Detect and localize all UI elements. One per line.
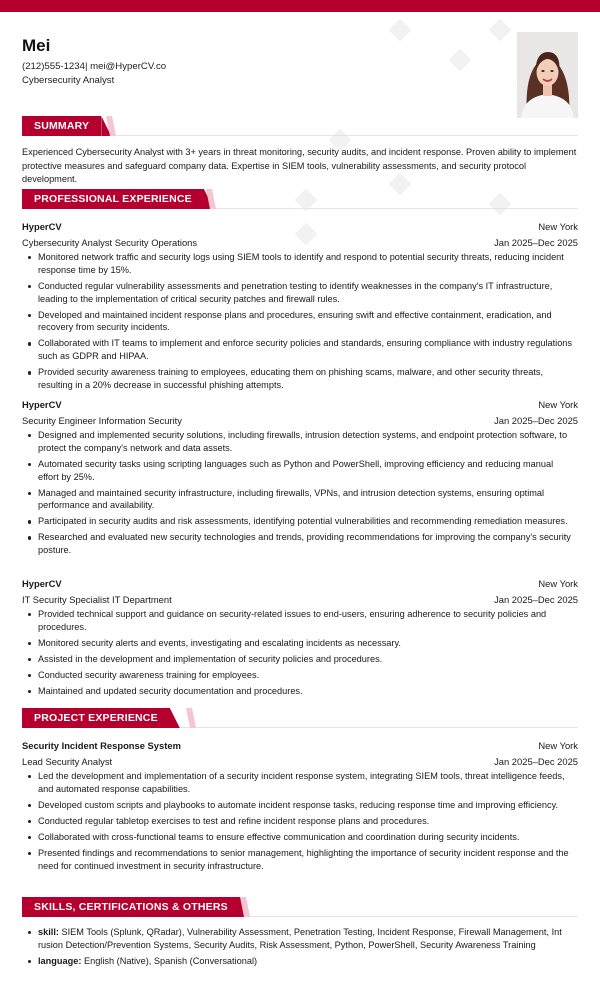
section-title: PROJECT EXPERIENCE (22, 708, 170, 728)
bullet-item: Collaborated with cross-functional teams to ensure effective communication and coordination during security incidents. (22, 831, 578, 844)
bullet-item: Conducted regular tabletop exercises to test and refine incident response plans and procedures. (22, 815, 578, 828)
language-item (22, 955, 578, 968)
profile-photo (517, 32, 578, 118)
summary-text: Experienced Cybersecurity Analyst with 3+ years in threat monitoring, security audits, and incident response. Proven ability to implement protective measures and safeguard company data. Expertise in SIEM tools, vulnerability assessments, and security protocol development. (22, 147, 577, 184)
avatar-portrait (517, 32, 578, 118)
bullet-item: Presented findings and recommendations to senior management, highlighting the importance of security incident response and the need for continued investment in security infrastructure. (22, 847, 578, 873)
skill-item (22, 926, 578, 952)
resume-header (22, 36, 166, 87)
bullet-item: Developed and maintained incident response plans and procedures, ensuring swift and effective containment, eradication, and recovery from security incidents. (22, 309, 578, 335)
bullet-item: Assisted in the development and implementation of security policies and procedures. (22, 653, 578, 666)
bullet-item: Designed and implemented security solutions, including firewalls, intrusion detection systems, and endpoint protection software, to protect the company's network and data assets. (22, 429, 578, 455)
bullet-item: Researched and evaluated new security technologies and trends, providing recommendations for improving the company's security posture. (22, 531, 578, 557)
project-location: New York (538, 740, 578, 751)
skills-list (22, 926, 578, 971)
bullet-item: Provided security awareness training to employees, educating them on phishing scams, malware, and other security threats, resulting in a 20% decrease in successful phishing attempts. (22, 366, 578, 392)
job-role: Cybersecurity Analyst Security Operations (22, 237, 198, 248)
candidate-name: Mei (22, 36, 51, 55)
company-name: HyperCV (22, 399, 62, 410)
bullet-item: Monitored network traffic and security logs using SIEM tools to identify and respond to potential security threats, reducing incident response time by 15%. (22, 251, 578, 277)
section-projects-header (22, 708, 578, 728)
bullet-list (22, 251, 578, 392)
section-title: PROFESSIONAL EXPERIENCE (22, 189, 204, 209)
decorative-diamond (449, 49, 472, 72)
bullet-item: Led the development and implementation of a security incident response system, integrating SIEM tools, threat intelligence feeds, and automated response capabilities. (22, 770, 578, 796)
language-text: English (Native), Spanish (Conversational) (83, 955, 258, 966)
bullet-item: Conducted regular vulnerability assessments and penetration testing to identify weaknesses in the company's IT infrastructure, leading to the implementation of critical security patches and firewall rules. (22, 280, 578, 306)
job-location: New York (538, 221, 578, 232)
job-location: New York (538, 578, 578, 589)
decorative-diamond (389, 19, 412, 42)
project-role: Lead Security Analyst (22, 756, 113, 767)
bullet-item: Participated in security audits and risk assessments, identifying potential vulnerabilities and recommending remediation measures. (22, 515, 578, 528)
job-dates: Jan 2025–Dec 2025 (494, 237, 578, 248)
company-name: HyperCV (22, 578, 62, 589)
job-role: Security Engineer Information Security (22, 415, 182, 426)
project-name: Security Incident Response System (22, 740, 181, 751)
bullet-list (22, 429, 578, 557)
bullet-item: Provided technical support and guidance on security-related issues to end-users, ensuring adherence to security policies and procedures. (22, 608, 578, 634)
experience-entry (22, 219, 578, 395)
bullet-item: Collaborated with IT teams to implement and enforce security policies and standards, ensuring compliance with industry regulations such as GDPR and HIPAA. (22, 337, 578, 363)
decorative-diamond (489, 19, 512, 42)
language-label: language: (38, 955, 82, 966)
top-accent-bar (0, 0, 600, 12)
section-title: SUMMARY (22, 116, 101, 136)
experience-entry (22, 576, 578, 701)
headline: Cybersecurity Analyst (22, 74, 115, 86)
bullet-item: Monitored security alerts and events, investigating and escalating incidents as necessary. (22, 637, 578, 650)
skill-label: skill: (38, 927, 59, 937)
job-dates: Jan 2025–Dec 2025 (494, 415, 578, 426)
section-title: SKILLS, CERTIFICATIONS & OTHERS (22, 897, 240, 917)
job-dates: Jan 2025–Dec 2025 (494, 594, 578, 605)
bullet-list (22, 770, 578, 872)
bullet-item: Developed custom scripts and playbooks to automate incident response tasks, reducing response time and improving efficiency. (22, 799, 578, 812)
bullet-item: Maintained and updated security documentation and procedures. (22, 685, 578, 698)
company-name: HyperCV (22, 221, 62, 232)
section-skills-header (22, 897, 578, 917)
section-experience-header (22, 189, 578, 209)
section-summary-header (22, 116, 578, 136)
experience-entry (22, 397, 578, 560)
project-dates: Jan 2025–Dec 2025 (494, 756, 578, 767)
contact-info: (212)555-1234| mei@HyperCV.co (22, 61, 167, 73)
bullet-item: Managed and maintained security infrastructure, including firewalls, VPNs, and intrusion detection systems, ensuring optimal performance and availability. (22, 487, 578, 513)
project-entry (22, 738, 578, 876)
job-role: IT Security Specialist IT Department (22, 594, 172, 605)
bullet-item: Automated security tasks using scripting languages such as Python and PowerShell, improving efficiency and reducing manual effort by 25%. (22, 458, 578, 484)
bullet-list (22, 608, 578, 698)
bullet-item: Conducted security awareness training for employees. (22, 669, 578, 682)
job-location: New York (538, 399, 578, 410)
skill-text: SIEM Tools (Splunk, QRadar), Vulnerability Assessment, Penetration Testing, Incident Response, Firewall Management, Int rusion Detection/Prevention Systems, Security Audits, Risk Assessment, Python, PowerShell, Security Awareness Training (38, 927, 562, 950)
